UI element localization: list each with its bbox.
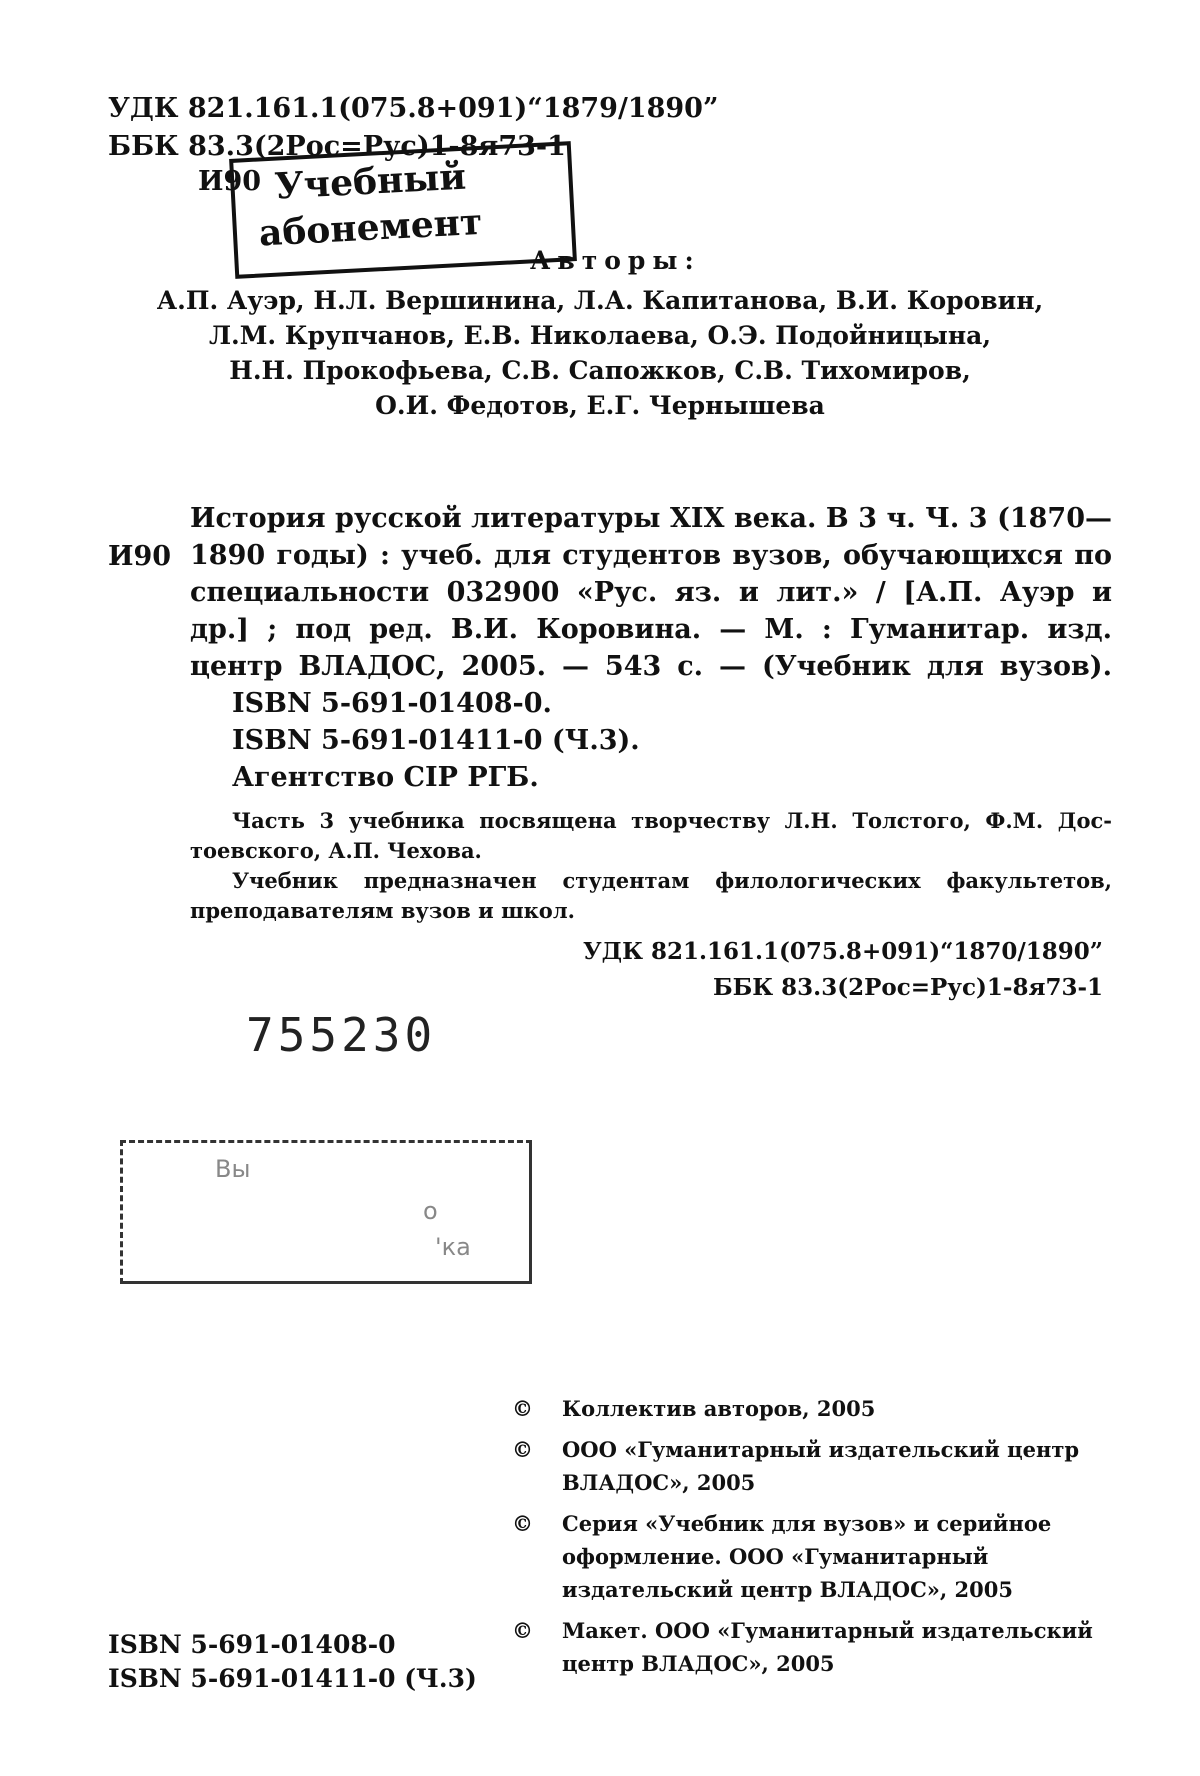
copyright-item bbox=[512, 1433, 1112, 1499]
catalog-agency: Агентство CIP РГБ. bbox=[232, 762, 539, 793]
copyright-item bbox=[512, 1392, 1112, 1425]
authors-line: Н.Н. Прокофьева, С.В. Сапожков, С.В. Тихомиров, bbox=[229, 356, 971, 385]
copyright-line: ООО «Гуманитарный издательский центр bbox=[562, 1437, 1080, 1462]
annotation-line: Учебник предназначен студентам филологических факультетов, bbox=[232, 868, 1112, 893]
faded-stamp-text: 'ка bbox=[435, 1233, 471, 1261]
isbn-footer bbox=[108, 1628, 477, 1696]
header-bbk: ББК 83.3(2Рос=Рус)1-8я73-1 bbox=[108, 131, 566, 162]
catalog-description bbox=[190, 500, 1112, 796]
catalog-line: др.] ; под ред. В.И. Коровина. — М. : Гуманитар. изд. bbox=[190, 614, 1112, 645]
copyright-line: Коллектив авторов, 2005 bbox=[562, 1396, 876, 1421]
authors-line: А.П. Ауэр, Н.Л. Вершинина, Л.А. Капитанова, В.И. Коровин, bbox=[156, 286, 1044, 315]
copyright-line: Макет. ООО «Гуманитарный издательский bbox=[562, 1618, 1093, 1643]
copyright-line: Серия «Учебник для вузов» и серийное bbox=[562, 1511, 1052, 1536]
annotation-line: тоевского, А.П. Чехова. bbox=[190, 838, 482, 863]
catalog-line: центр ВЛАДОС, 2005. — 543 с. — (Учебник для вузов). bbox=[190, 651, 1112, 682]
annotation-line: преподавателям вузов и школ. bbox=[190, 898, 575, 923]
faded-stamp-text: Вы bbox=[215, 1155, 251, 1183]
classification-bbk: ББК 83.3(2Рос=Рус)1-8я73-1 bbox=[712, 974, 1103, 1001]
copyright-line: издательский центр ВЛАДОС», 2005 bbox=[562, 1577, 1013, 1602]
authors-heading: Авторы: bbox=[530, 246, 701, 275]
copyright-symbol: © bbox=[512, 1396, 533, 1421]
faded-stamp-box bbox=[120, 1140, 532, 1284]
library-stamp-line1: Учебный bbox=[273, 155, 468, 208]
copyright-symbol: © bbox=[512, 1511, 533, 1536]
annotation bbox=[190, 806, 1112, 926]
inventory-number: 755230 bbox=[246, 1008, 437, 1062]
copyright-line: ВЛАДОС», 2005 bbox=[562, 1470, 756, 1495]
copyright-line: оформление. ООО «Гуманитарный bbox=[562, 1544, 989, 1569]
header-author-code: И90 bbox=[198, 166, 262, 197]
isbn-footer-line: ISBN 5-691-01408-0 bbox=[108, 1630, 396, 1659]
copyright-item bbox=[512, 1507, 1112, 1606]
header-udk: УДК 821.161.1(075.8+091)“1879/1890” bbox=[108, 93, 719, 124]
authors-line: Л.М. Крупчанов, Е.В. Николаева, О.Э. Подойницына, bbox=[208, 321, 992, 350]
copyright-symbol: © bbox=[512, 1618, 533, 1643]
copyright-block bbox=[512, 1392, 1112, 1680]
catalog-isbn-2: ISBN 5-691-01411-0 (Ч.3). bbox=[232, 725, 640, 756]
copyright-item bbox=[512, 1614, 1112, 1680]
library-stamp bbox=[229, 141, 577, 279]
faded-stamp-text: о bbox=[423, 1197, 438, 1225]
catalog-line: История русской литературы XIX века. В 3 ч. Ч. 3 (1870— bbox=[190, 503, 1112, 534]
catalog-author-code: И90 bbox=[108, 541, 172, 572]
catalog-line: специальности 032900 «Рус. яз. и лит.» / [А.П. Ауэр и bbox=[190, 577, 1112, 608]
catalog-isbn-1: ISBN 5-691-01408-0. bbox=[232, 688, 552, 719]
authors-line: О.И. Федотов, Е.Г. Чернышева bbox=[375, 391, 825, 420]
annotation-line: Часть 3 учебника посвящена творчеству Л.Н. Толстого, Ф.М. Дос- bbox=[232, 808, 1112, 833]
isbn-footer-line: ISBN 5-691-01411-0 (Ч.3) bbox=[108, 1664, 477, 1693]
classification-udk: УДК 821.161.1(075.8+091)“1870/1890” bbox=[582, 938, 1103, 965]
library-stamp-line2: абонемент bbox=[257, 200, 484, 255]
classification-block bbox=[583, 934, 1103, 1006]
catalog-line: 1890 годы) : учеб. для студентов вузов, обучающихся по bbox=[190, 540, 1112, 571]
authors-list bbox=[0, 283, 1200, 423]
copyright-symbol: © bbox=[512, 1437, 533, 1462]
copyright-line: центр ВЛАДОС», 2005 bbox=[562, 1651, 835, 1676]
